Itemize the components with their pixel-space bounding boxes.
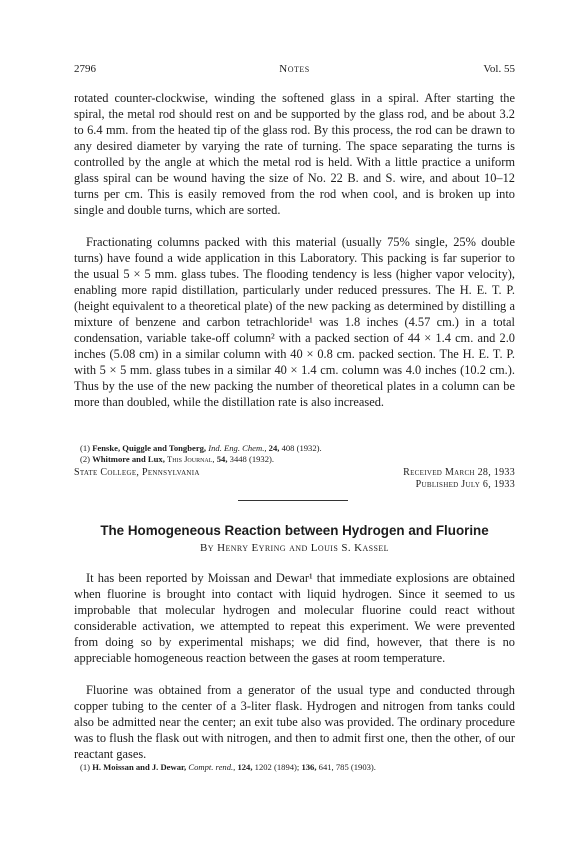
volume-label: Vol. 55: [483, 63, 515, 75]
article-byline: By Henry Eyring and Louis S. Kassel: [200, 542, 389, 554]
received-date: Received March 28, 1933: [403, 467, 515, 478]
prev-footnote-1: (1) Fenske, Quiggle and Tongberg, Ind. Eng. Chem., 24, 408 (1932).: [80, 443, 322, 453]
article-title: The Homogeneous Reaction between Hydrogen and Fluorine: [100, 523, 489, 538]
article-paragraph-2: Fluorine was obtained from a generator of the usual type and conducted through copper tubing to the center of a 3-liter flask. Hydrogen and nitrogen from tanks could also be admitted near the center; an exit tube also was provided. The ordinary procedure was to flush the flask out with nitrogen, and then to admit first one, then the other, of our reactant gases.: [74, 683, 515, 761]
article-paragraph-1: It has been reported by Moissan and Dewar¹ that immediate explosions are obtained when fluorine is brought into contact with liquid hydrogen. Since it seemed to us improbable that molecular hydrogen and molecular fluorine could react without considerable activation, we attempted to repeat this experiment. We were prevented from doing so by experimental mishaps; we did find, however, that there is no appreciable homogeneous reaction between the gases at room temperature.: [74, 571, 515, 665]
prev-footnote-2: (2) Whitmore and Lux, This Journal, 54, 3448 (1932).: [80, 454, 275, 464]
published-date: Published July 6, 1933: [415, 479, 515, 490]
article-footnote-1: (1) H. Moissan and J. Dewar, Compt. rend., 124, 1202 (1894); 136, 641, 785 (1903).: [80, 762, 376, 772]
page-number: 2796: [74, 63, 96, 75]
page-header: [74, 61, 515, 77]
prev-article-paragraph-1: rotated counter-clockwise, winding the softened glass in a spiral. After starting the spiral, the metal rod should rest on and be supported by the glass rod, and be about 3.2 to 6.4 mm. from the heated tip of the glass rod. By this process, the rod can be drawn to any desired diameter by varying the rate of turning. The space separating the turns is controlled by the angle at which the metal rod is held. With a little practice a uniform glass spiral can be wound having the size of No. 22 B. and S. wire, and about 10–12 turns per cm. This is easily removed from the rod when cool, and is broken up into single and double turns, which are sorted.: [74, 91, 515, 217]
prev-article-paragraph-2: Fractionating columns packed with this material (usually 75% single, 25% double turns) have found a wide application in this Laboratory. This packing is far superior to the usual 5 × 5 mm. glass tubes. The flooding tendency is less (higher vapor velocity), enabling more rapid distillation, particularly under reduced pressures. The H. E. T. P. (height equivalent to a theoretical plate) of the new packing as determined by distilling a mixture of benzene and carbon tetrachloride¹ was 1.8 inches (4.57 cm.) in a total condensation, variable take-off column² with a packed section of 44 × 1.4 cm. and 2.0 inches (5.08 cm) in a similar column with 40 × 0.8 cm. packed section. The H. E. T. P. with 5 × 5 mm. glass tubes in a similar 40 × 1.4 cm. column was 4.0 inches (10.2 cm.). Thus by the use of the new packing the number of theoretical plates in a column can be more than doubled, while the distillation rate is also increased.: [74, 235, 515, 409]
section-divider: [238, 500, 348, 501]
running-title: Notes: [279, 63, 310, 75]
affiliation: State College, Pennsylvania: [74, 467, 200, 478]
